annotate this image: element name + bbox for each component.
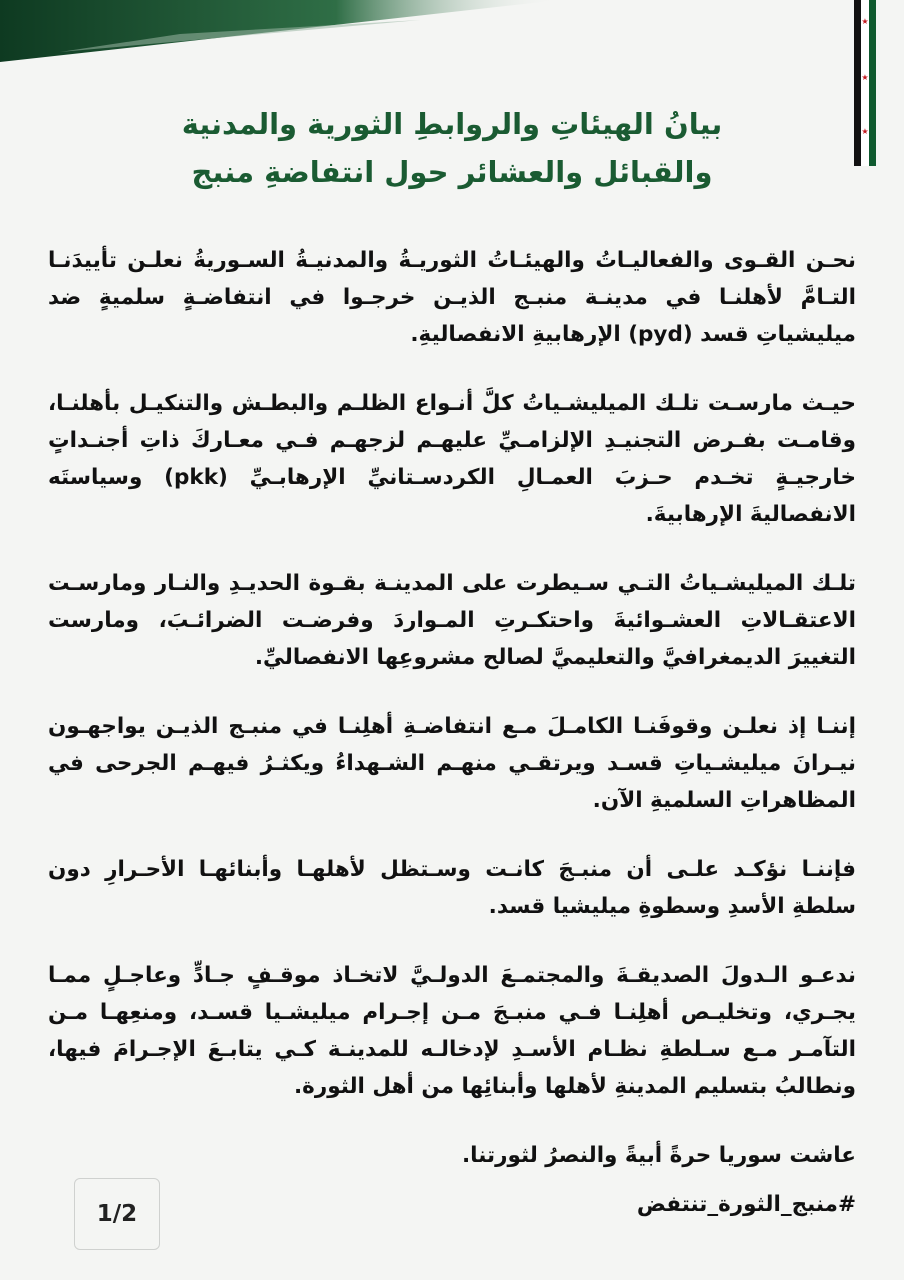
flag-black-stripe	[854, 0, 861, 166]
paragraph-oppression: حيـث مارسـت تلـك الميليشـياتُ كلَّ أنـواع الظلـم والبطـش والتنكيـل بأهلنـا، وقامـت بفـرض التجنيـدِ الإلزامـيِّ عليهـم لزجهـم فـي معـاركَ ذاتِ أجنـداتٍ خارجيـةٍ تخـدم حـزبَ العمـالِ الكردسـتانيِّ الإرهابـيِّ (pkk) وسياستَه الانفصاليةَ الإرهابيةَ.	[48, 391, 856, 527]
paragraph-appeal: ندعـو الـدولَ الصديقـةَ والمجتمـعَ الدولـيَّ لاتخـاذ موقـفٍ جـادٍّ وعاجـلٍ ممـا يجـري، وتخليـص أهلِنـا فـي منبـجَ مـن إجـرام ميليشـيا قسـد، ومنعِهـا مـن التآمـر مـع سـلطةِ نظـام الأسـدِ لإدخالـه للمدينـة كـي يتابـعَ الإجـرامَ فيها، ونطالبُ بتسليم المدينةِ لأهلها وأبنائِها من أهل الثورة.	[48, 963, 856, 1099]
statement-title	[60, 100, 844, 196]
flag-star-icon: ★	[861, 17, 869, 26]
paragraph-control: تلـك الميليشـياتُ التـي سـيطرت على المدينـة بقـوة الحديـدِ والنـار ومارسـت الاعتقـالاتِ العشـوائيةَ واحتكـرتِ المـواردَ وفرضـت الضرائـبَ، ومارست التغييرَ الديمغرافيَّ والتعليميَّ لصالح مشروعِها الانفصاليِّ.	[48, 571, 856, 670]
top-green-wedge-decoration	[0, 0, 904, 70]
page-number: 1/2	[96, 1201, 138, 1227]
paragraph-solidarity: إننـا إذ نعلـن وقوفَنـا الكامـلَ مـع انتفاضـةِ أهلِنـا في منبـج الذيـن يواجهـون نيـرانَ ميليشـياتِ قسـد ويرتقـي منهـم الشـهداءُ ويكثـرُ فيهـم الجرحى في المظاهراتِ السلميةِ الآن.	[48, 714, 856, 813]
statement-body	[48, 242, 856, 1223]
paragraph-support: نحـن القـوى والفعاليـاتُ والهيئـاتُ الثوريـةُ والمدنيـةُ السـوريةُ نعلـن تأييدَنـا التـامَّ لأهلنـا في مدينـة منبـج الذيـن خرجـوا في انتفاضـةٍ سلميةٍ ضد ميليشياتِ قسد (pyd) الإرهابيةِ الانفصاليةِ.	[48, 248, 856, 347]
flag-star-icon: ★	[861, 127, 869, 136]
flag-green-stripe	[869, 0, 876, 166]
page-number-box	[74, 1178, 160, 1250]
title-line-1: بيانُ الهيئاتِ والروابطِ الثورية والمدنية	[181, 107, 723, 141]
hashtag: #منبج_الثورة_تنتفض	[636, 1192, 856, 1217]
flag-star-icon: ★	[861, 73, 869, 82]
syrian-revolution-flag-icon	[854, 0, 876, 166]
closing-line: عاشت سوريا حرةً أبيةً والنصرُ لثورتنا.	[462, 1143, 856, 1168]
flag-white-stripe	[861, 0, 868, 166]
title-line-2: والقبائل والعشائر حول انتفاضةِ منبج	[191, 155, 713, 189]
paragraph-affirmation: فإننـا نؤكـد علـى أن منبـجَ كانـت وسـتظل لأهلهـا وأبنائهـا الأحـرارِ دون سلطةِ الأسدِ وسطوةِ ميليشيا قسد.	[48, 857, 856, 919]
